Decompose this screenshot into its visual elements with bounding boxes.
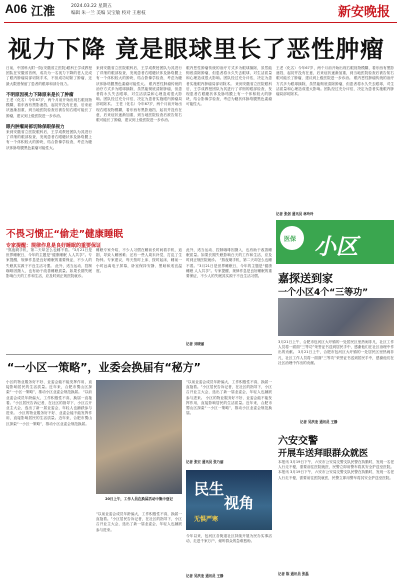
story5-caption: 20日上午，工作人员在换届活动中集中登记 — [105, 497, 173, 501]
main-body-c2: 眼内恶性肿瘤传统的治疗方式多为眼球摘除，虽然能彻底清除肿瘤，但患者将永久失去眼球，对生活质量和心理造成很大影响。团队经过充分评估，决定为患者实施眼内肿瘤局部切除术。 — [186, 66, 272, 86]
feature-title-1: 民生 — [194, 480, 225, 498]
issue-date: 2024.03.22 星期五 — [71, 4, 112, 9]
main-subhead-2: 眼内肿瘤局部切除保眼保视力 — [6, 124, 65, 130]
story5-body-b: “以前业委会成员年龄偏大，工作积极性不高，换届一直拖着。”小区居民告诉记者，在社区的指导下，小区召开业主大会，选出了新一届业委会，年轻人也踊跃参与进来。 — [6, 390, 92, 416]
sleep-body-a2: “熬夜刷手机，第二天却怎么也睡不着。”3月21日是世界睡眠日，今年的主题是“健康睡眠 人人共享”。专家提醒，规律作息是良好睡眠的重要保证，不少人的失眠其实源于不良生活习惯。 — [186, 258, 272, 279]
main-body-c: 眼内恶性肿瘤传统的治疗方式多为眼球摘除，虽然能彻底清除肿瘤，但患者将永久失去眼球，对生活质量和心理造成很大影响。团队经过充分评估，决定为患者实施眼内肿瘤局部切除术。 — [96, 81, 182, 107]
story3-subhead: 开展车送拜眼群众就医 — [278, 449, 369, 459]
ad-small-label: 医保 — [284, 236, 297, 243]
newspaper-logo: 新安晚报 — [338, 5, 391, 20]
story3-body — [278, 460, 394, 570]
main-body-a4: 王老（化名）今年67岁，两个月前开始出现右眼视物模糊，看东西有黑影遮挡，起初并没有在意，后来症状逐渐加重，到当地医院检查后被告知右眼可能长了肿瘤，建议到上级医院进一步诊治。 — [276, 66, 394, 81]
feature-subtitle: 无惧严寒 — [194, 516, 219, 523]
main-body-a2: 来到安徽省立医院眼科后，王学成教授团队为其进行了详细的眼部检查，发现患者右眼睫状体及脉络膜上有一个体积较大的肿块，结合影像学检查，考虑为睫状体脉络膜黑色素瘤可能性大。 — [6, 130, 92, 150]
story5-body-a2: 小区的物业服务好不好、业委会能不能发挥作用，直接影响居民的生活质量。近年来，合肥市蜀山区探索“一小区一策略”，推动小区业委会规范换届。 — [6, 411, 92, 426]
sleep-col3 — [186, 248, 272, 340]
story3-body-text: 本报讯 3月19日下午，六安市公安局交警支队民警在执勤时，发现一名老人行走不便，需要前往医院就医，民警立即用警车将其安全护送至医院。 — [278, 460, 394, 470]
section-name: 江淮 — [31, 4, 56, 18]
sleep-headline: 不畏习惯正“偷走”健康睡眠 — [6, 229, 123, 240]
story2-subhead: 一个小区4个“三等功” — [278, 288, 369, 298]
editor-line: 编辑 朱一兰 美编 吴宝敏 校对 王惠枝 — [71, 11, 146, 16]
sleep-body-c2: 此外，适当运动、控制咖啡因摄入，也有助于改善睡眠质量。如果长期失眠影响白天的工作和生活，应及时到正规医院就诊。 — [186, 248, 272, 263]
main-lead: 日前，中国科大附一院(安徽省立医院)眼科王学成教授团队在安徽省首例，成功为一名视力下降的老人完成了眼内肿瘤局部切除手术，不但成功切除了肿瘤，还最大限度保留了患者的眼球和部分视力。 — [6, 66, 92, 86]
page-number: A06 — [5, 2, 28, 16]
story5-col3 — [186, 380, 272, 456]
story5-body-a3: 小区的物业服务好不好、业委会能不能发挥作用，直接影响居民的生活质量。近年来，合肥市蜀山区探索“一小区一策略”，推动小区业委会规范换届。 — [186, 395, 272, 416]
main-subhead-1: 不明原因视力下降原来是长了肿瘤 — [6, 92, 74, 98]
story2-body-text: 3月21日上午，合肥市包河区大圩镇的一处居民区里热闹非凡，社区工作人员将一面面“三等功”荣誉证书送到居民手中，感谢他们在社区治理中作出的贡献。 — [278, 340, 394, 355]
main-body-a: 王老（化名）今年67岁，两个月前开始出现右眼视物模糊，看东西有黑影遮挡，起初并没有在意，后来症状逐渐加重，到当地医院检查后被告知右眼可能长了肿瘤，建议到上级医院进一步诊治。 — [6, 98, 92, 118]
sleep-subhead: 专家提醒：规律作息是良好睡眠的重要保证 — [6, 243, 102, 249]
story5-photo — [96, 380, 182, 494]
sleep-body-a: “熬夜刷手机，第二天却怎么也睡不着。”3月21日是世界睡眠日，今年的主题是“健康睡眠 人人共享”。专家提醒，规律作息是良好睡眠的重要保证，不少人的失眠其实源于不良生活习惯。 — [6, 248, 92, 268]
story5-body-b3: “以前业委会成员年龄偏大，工作积极性不高，换届一直拖着。”小区居民告诉记者，在社区的指导下，小区召开业主大会，选出了新一届业委会，年轻人也踊跃参与进来。 — [186, 380, 272, 400]
main-body-c3: 眼内恶性肿瘤传统的治疗方式多为眼球摘除，虽然能彻底清除肿瘤，但患者将永久失去眼球，对生活质量和心理造成很大影响。团队经过充分评估，决定为患者实施眼内肿瘤局部切除术。 — [276, 76, 394, 97]
story5-headline: “一小区一策略”，业委会换届有“秘方” — [7, 361, 201, 374]
main-body-b: 来到安徽省立医院眼科后，王学成教授团队为其进行了详细的眼部检查，发现患者右眼睫状体及脉络膜上有一个体积较大的肿块，结合影像学检查，考虑为睫状体脉络膜黑色素瘤可能性大。 — [96, 66, 182, 86]
main-story-col4 — [276, 66, 394, 208]
story3-body-text-2: 本报讯 3月19日下午，六安市公安局交警支队民警在执勤时，发现一名老人行走不便，需要前往医院就医，民警立即用警车将其安全护送至医院。 — [278, 470, 394, 480]
sleep-byline: 记者 刘晓丽 — [186, 342, 205, 346]
story5-body-b2: “以前业委会成员年龄偏大，工作积极性不高，换届一直拖着。”小区居民告诉记者，在社区的指导下，小区召开业主大会，选出了新一届业委会，年轻人也踊跃参与进来。 — [96, 512, 182, 532]
story2-photo — [278, 298, 394, 336]
sleep-story — [6, 226, 272, 350]
main-body-b2: 来到安徽省立医院眼科后，王学成教授团队为其进行了详细的眼部检查，发现患者右眼睫状体及脉络膜上有一个体积较大的肿块，结合影像学检查，考虑为睫状体脉络膜黑色素瘤可能性大。 — [186, 81, 272, 107]
feature-photo — [186, 470, 272, 530]
masthead-rule — [4, 22, 397, 23]
story2-body — [278, 340, 394, 420]
story2-headline: 嘉探送到家 — [278, 272, 333, 285]
sleep-col2 — [96, 248, 182, 348]
story5-byline: 记者 张宏 通讯员 张乃丽 — [186, 460, 224, 464]
sleep-col1 — [6, 248, 92, 348]
feature-title-2: 视角 — [224, 494, 255, 512]
masthead — [0, 0, 401, 22]
story2-body-text-2: 3月21日上午，合肥市包河区大圩镇的一处居民区里热闹非凡，社区工作人员将一面面“三等功”荣誉证书送到居民手中，感谢他们在社区治理中作出的贡献。 — [278, 350, 394, 365]
sleep-body-b: 睡眠专家介绍，不少人习惯在睡前长时间看手机、追剧，导致入睡困难；还有一些人周末补觉，打乱了生物钟。专家建议，每天按时上床、按时起床，睡前一小时远离电子屏幕，卧室保持安静、黑暗和适宜温度。 — [96, 248, 182, 273]
bottom-small-byline: 记者 吴洪奎 通讯员 王静 — [186, 574, 224, 578]
bottom-small-text: 今年以来，包河区各街道社区持续开展为民办实事活动，走进千家万户，倾听群众的急难愁盼。 — [186, 534, 272, 544]
story5-col1 — [6, 380, 92, 580]
ad-big-text: 小区 — [314, 235, 359, 260]
story3-headline: 六安交警 — [278, 436, 318, 447]
story5-body-a: 小区的物业服务好不好、业委会能不能发挥作用，直接影响居民的生活质量。近年来，合肥市蜀山区探索“一小区一策略”，推动小区业委会规范换届。 — [6, 380, 92, 395]
story2-byline: 记者 吴洪奎 通讯员 王静 — [300, 420, 338, 424]
story3-byline: 记者 陈 通讯员 张磊 — [278, 572, 309, 576]
ad-banner — [276, 220, 394, 264]
story5-col2 — [96, 512, 182, 578]
bottom-small-body — [186, 534, 272, 572]
sleep-body-c: 此外，适当运动、控制咖啡因摄入，也有助于改善睡眠质量。如果长期失眠影响白天的工作和生活，应及时到正规医院就诊。 — [6, 263, 92, 279]
main-body-a3: 王老（化名）今年67岁，两个月前开始出现右眼视物模糊，看东西有黑影遮挡，起初并没有在意，后来症状逐渐加重，到当地医院检查后被告知右眼可能长了肿瘤，建议到上级医院进一步诊治。 — [96, 102, 182, 123]
main-headline: 视力下降 竟是眼球里长了恶性肿瘤 — [8, 35, 385, 63]
main-byline: 记者 张剑 通讯员 林玲玲 — [276, 212, 314, 216]
section-divider — [6, 354, 272, 355]
